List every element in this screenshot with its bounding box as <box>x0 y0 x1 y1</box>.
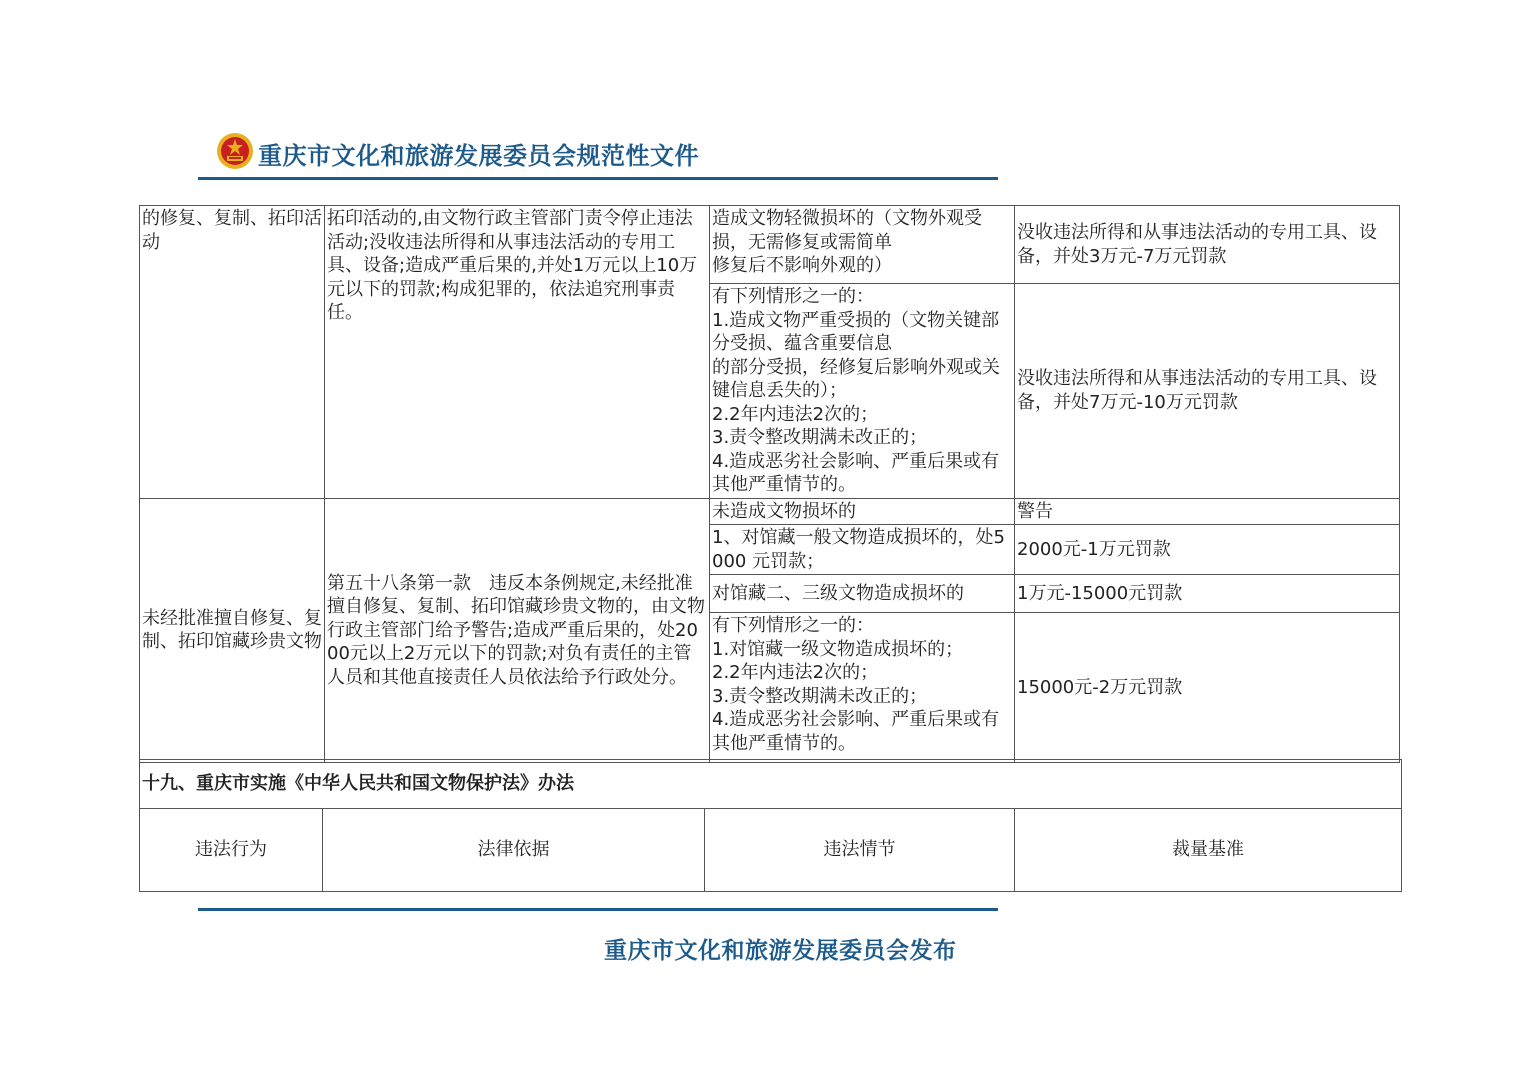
penalty-standard-cell: 15000元-2万元罚款 <box>1015 613 1400 763</box>
violation-circumstance-cell: 1、对馆藏一般文物造成损坏的，处5000 元罚款； <box>710 525 1015 575</box>
table-row <box>140 206 1400 284</box>
column-header-circumstance: 违法情节 <box>705 809 1015 892</box>
penalty-standard-cell: 没收违法所得和从事违法活动的专用工具、设备，并处3万元-7万元罚款 <box>1015 206 1400 284</box>
penalty-standard-cell: 1万元-15000元罚款 <box>1015 575 1400 613</box>
legal-basis-cell: 拓印活动的,由文物行政主管部门责令停止违法活动;没收违法所得和从事违法活动的专用工具、设备;造成严重后果的,并处1万元以上10万元以下的罚款;构成犯罪的，依法追究刑事责任。 <box>325 206 710 499</box>
penalty-standard-cell: 2000元-1万元罚款 <box>1015 525 1400 575</box>
violation-circumstance-cell: 造成文物轻微损坏的（文物外观受损，无需修复或需简单 修复后不影响外观的） <box>710 206 1015 284</box>
violation-circumstance-cell: 有下列情形之一的： 1.对馆藏一级文物造成损坏的； 2.2年内违法2次的； 3.责令整改期满未改正的； 4.造成恶劣社会影响、严重后果或有其他严重情节的。 <box>710 613 1015 763</box>
header-divider <box>198 177 998 180</box>
violation-circumstance-cell: 有下列情形之一的： 1.造成文物严重受损的（文物关键部分受损、蕴含重要信息 的部分受损，经修复后影响外观或关键信息丢失的）； 2.2年内违法2次的； 3.责令整改期满未改正的； 4.造成恶劣社会影响、严重后果或有其他严重情节的。 <box>710 284 1015 499</box>
section-table <box>139 759 1402 892</box>
table-row <box>140 809 1402 892</box>
national-emblem-icon <box>216 132 254 170</box>
section-heading: 十九、重庆市实施《中华人民共和国文物保护法》办法 <box>140 760 1402 809</box>
publisher-footer: 重庆市文化和旅游发展委员会发布 <box>604 937 957 964</box>
column-header-behavior: 违法行为 <box>140 809 323 892</box>
document-header-title: 重庆市文化和旅游发展委员会规范性文件 <box>258 141 699 170</box>
table-row <box>140 498 1400 525</box>
table-row <box>140 760 1402 809</box>
violation-circumstance-cell: 对馆藏二、三级文物造成损坏的 <box>710 575 1015 613</box>
penalty-standard-cell: 警告 <box>1015 498 1400 525</box>
column-header-standard: 裁量基准 <box>1015 809 1402 892</box>
violation-circumstance-cell: 未造成文物损坏的 <box>710 498 1015 525</box>
violation-behavior-cell: 的修复、复制、拓印活动 <box>140 206 325 499</box>
discretion-table <box>139 205 1400 763</box>
legal-basis-cell: 第五十八条第一款 违反本条例规定,未经批准擅自修复、复制、拓印馆藏珍贵文物的，由文物行政主管部门给予警告;造成严重后果的，处2000元以上2万元以下的罚款;对负有责任的主管人员和其他直接责任人员依法给予行政处分。 <box>325 498 710 763</box>
violation-behavior-cell: 未经批准擅自修复、复制、拓印馆藏珍贵文物 <box>140 498 325 763</box>
column-header-basis: 法律依据 <box>323 809 705 892</box>
penalty-standard-cell: 没收违法所得和从事违法活动的专用工具、设备，并处7万元-10万元罚款 <box>1015 284 1400 499</box>
footer-divider <box>198 908 998 911</box>
